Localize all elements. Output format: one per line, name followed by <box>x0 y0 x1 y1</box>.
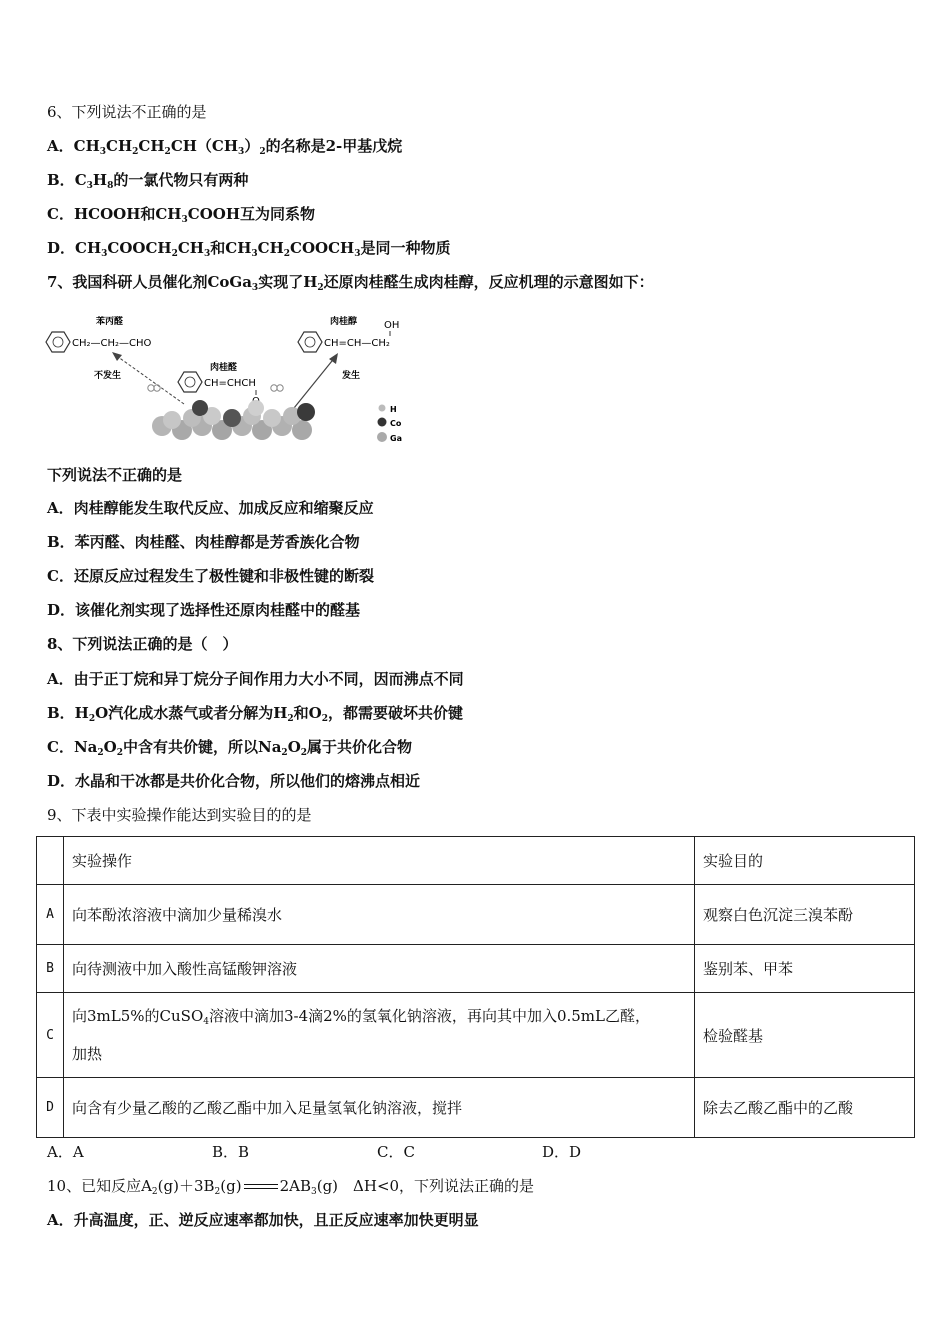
q10-option-a: A．升高温度，正、逆反应速率都加快，且正反应速率加快更明显 <box>47 1211 479 1229</box>
reaction-mechanism-diagram <box>44 312 424 452</box>
q10-stem: 10、已知反应$A_2(g)+3B_2(g)$ $2AB_3(g)$ ΔH<0，下列说法正确的是 <box>47 1177 535 1197</box>
formula-phenylpropanal: CH₂—CH₂—CHO <box>72 338 152 349</box>
row-label: C <box>37 993 64 1078</box>
q8-option-a: A．由于正丁烷和异丁烷分子间作用力大小不同，因而沸点不同 <box>47 670 464 688</box>
table-row <box>37 885 915 945</box>
label-cinnamaldehyde: 肉桂醛 <box>210 363 238 373</box>
row-label: D <box>37 1078 64 1138</box>
table-row <box>37 945 915 993</box>
q9-option-a: A．A <box>47 1143 84 1161</box>
legend-co: Co <box>390 419 402 428</box>
q9-option-b: B．B <box>212 1143 250 1161</box>
label-cinnamyl-alcohol: 肉桂醇 <box>330 317 358 327</box>
arrow-occur <box>294 356 336 408</box>
row-operation: 向苯酚浓溶液中滴加少量稀溴水 <box>64 885 695 945</box>
legend-h-icon <box>379 405 386 412</box>
row-operation: 向含有少量乙酸的乙酸乙酯中加入足量氢氧化钠溶液，搅拌 <box>64 1078 695 1138</box>
header-goal: 实验目的 <box>695 837 915 885</box>
q9-option-c: C．C <box>377 1143 415 1161</box>
formula-cinnamyl-alcohol: CH=CH—CH₂ <box>324 338 390 349</box>
q8-option-c: C．$Na_2O_2$中含有共价键，所以$Na_2O_2$属于共价化合物 <box>47 738 413 758</box>
q7-option-d: D．该催化剂实现了选择性还原肉桂醛中的醛基 <box>47 601 361 619</box>
q6-option-d: D．$CH_3COOCH_2CH_3$和$CH_3CH_2COOCH_3$是同一种物质 <box>47 239 451 259</box>
q7-option-c: C．还原反应过程发生了极性键和非极性键的断裂 <box>47 567 374 585</box>
legend-h: H <box>390 405 397 414</box>
arrow-not-occur <box>114 354 184 404</box>
h2-molecule-icon <box>148 385 154 391</box>
row-label: B <box>37 945 64 993</box>
equilibrium-arrow-icon <box>244 1182 278 1192</box>
q9-option-d: D．D <box>542 1143 582 1161</box>
q7-option-b: B．苯丙醛、肉桂醛、肉桂醇都是芳香族化合物 <box>47 533 360 551</box>
q7-stem: 7、我国科研人员催化剂CoGa$_3$实现了$H_2$还原肉桂醛生成肉桂醇，反应机理的示意图如下： <box>47 273 654 293</box>
row-operation: 向待测液中加入酸性高锰酸钾溶液 <box>64 945 695 993</box>
q8-option-b: B．$H_2O$汽化成水蒸气或者分解为$H_2$和$O_2$，都需要破坏共价键 <box>47 704 463 724</box>
row-label: A <box>37 885 64 945</box>
formula-cinnamaldehyde: CH=CHCH <box>204 378 256 389</box>
q8-option-d: D．水晶和干冰都是共价化合物，所以他们的熔沸点相近 <box>47 772 421 790</box>
q6-stem: 6、下列说法不正确的是 <box>47 103 207 121</box>
row-operation: 向3mL5%的CuSO$_4$溶液中滴加3-4滴2%的氢氧化钠溶液，再向其中加入0.5mL乙醛， 加热 <box>64 993 695 1078</box>
q8-stem: 8、下列说法正确的是（ ） <box>47 635 238 653</box>
q6-option-c: C．HCOOH和$CH_3COOH$互为同系物 <box>47 205 315 225</box>
legend-ga-icon <box>377 432 387 442</box>
q6-option-b: B．$C_3H_8$的一氯代物只有两种 <box>47 171 249 191</box>
label-not-occur: 不发生 <box>94 371 122 381</box>
q9-stem: 9、下表中实验操作能达到实验目的的是 <box>47 806 312 824</box>
row-goal: 鉴别苯、甲苯 <box>695 945 915 993</box>
q7-sub-stem: 下列说法不正确的是 <box>47 466 183 484</box>
formula-oh: OH <box>384 320 400 331</box>
header-operation: 实验操作 <box>64 837 695 885</box>
q7-option-a: A．肉桂醇能发生取代反应、加成反应和缩聚反应 <box>47 499 374 517</box>
label-occur: 发生 <box>342 371 361 381</box>
row-goal: 观察白色沉淀三溴苯酚 <box>695 885 915 945</box>
label-phenylpropanal: 苯丙醛 <box>96 317 124 327</box>
benzene-ring-icon <box>46 332 70 352</box>
table-row <box>37 1078 915 1138</box>
row-goal: 检验醛基 <box>695 993 915 1078</box>
row-goal: 除去乙酸乙酯中的乙酸 <box>695 1078 915 1138</box>
table-row <box>37 993 915 1078</box>
legend-ga: Ga <box>390 434 402 443</box>
catalyst-surface <box>152 400 315 440</box>
table-header-row <box>37 837 915 885</box>
experiment-table <box>36 836 915 1138</box>
q6-option-a: A．$CH_3CH_2CH_2CH(CH_3)_2$的名称是2-甲基戊烷 <box>47 137 403 157</box>
legend-co-icon <box>378 418 387 427</box>
